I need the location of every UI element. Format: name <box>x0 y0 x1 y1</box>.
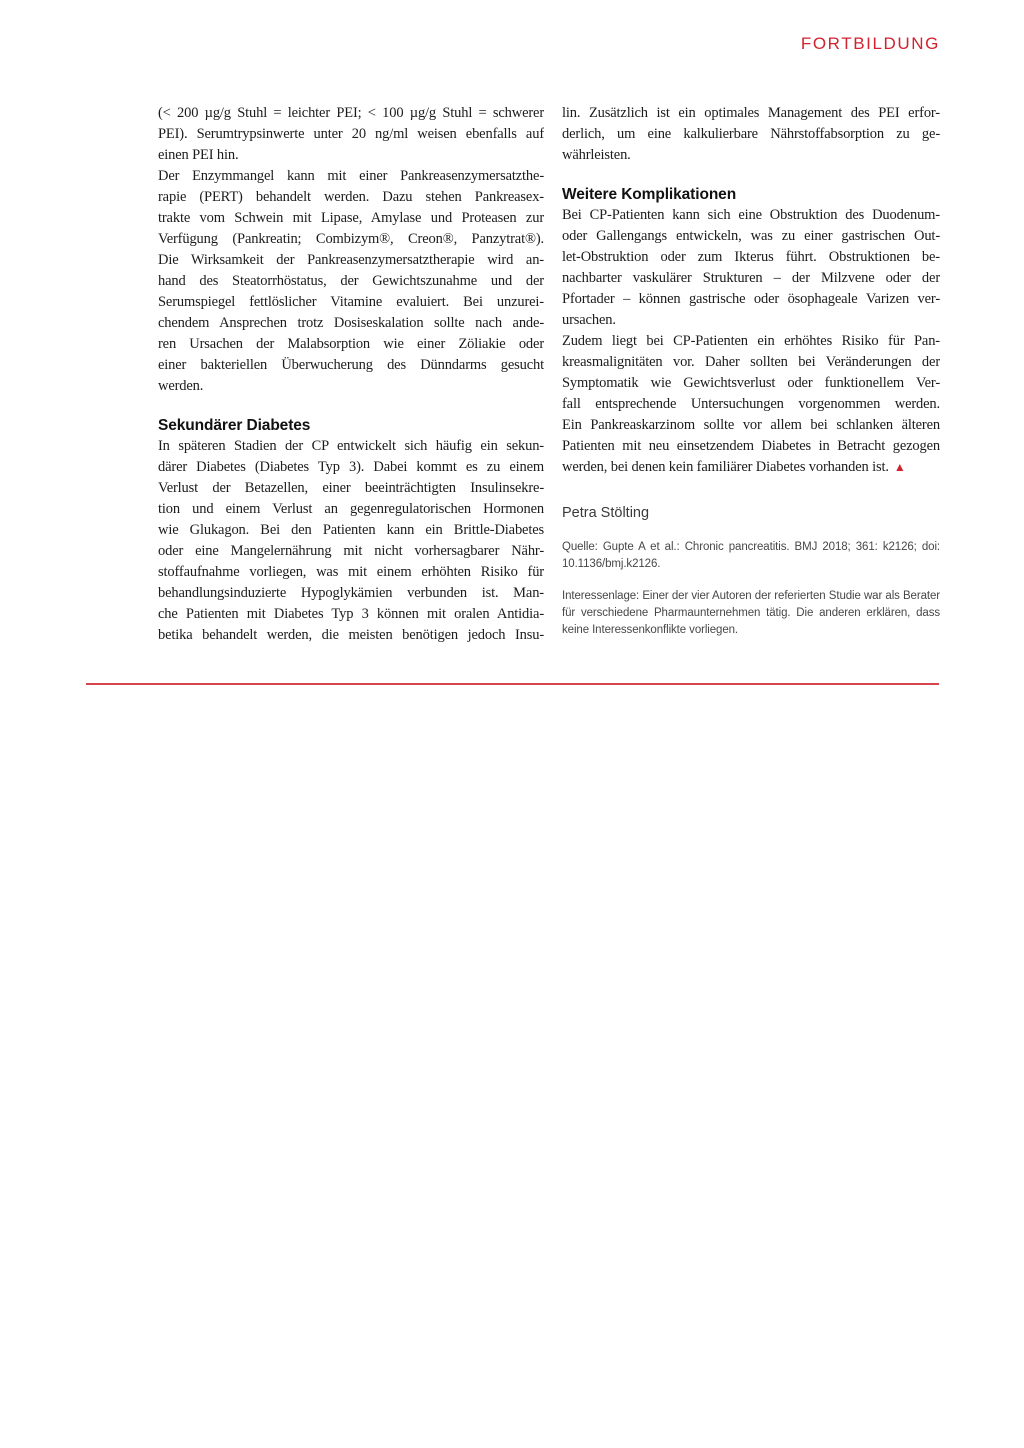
source-note: Quelle: Gupte A et al.: Chronic pancreatitis. BMJ 2018; 361: k2126; doi: 10.1136/bmj.k2126. <box>562 541 940 570</box>
text-line: wie Glukagon. Bei den Patienten kann ein Brittle-Diabetes <box>158 522 544 538</box>
text-line: kreasmalignitäten vor. Daher sollten bei Veränderungen der <box>562 354 940 370</box>
text-line: chendem Ansprechen trotz Dosiseskalation sollte nach ande- <box>158 315 544 331</box>
text-line: Verfügung (Pankreatin; Combizym®, Creon®, Panzytrat®). <box>158 231 544 247</box>
text-line: Pfortader – können gastrische oder ösophageale Varizen ver- <box>562 291 940 307</box>
text-line: Zudem liegt bei CP-Patienten ein erhöhtes Risiko für Pan- <box>562 333 940 349</box>
text-line: ren Ursachen der Malabsorption wie einer Zöliakie oder <box>158 336 544 352</box>
text-line: Ein Pankreaskarzinom sollte vor allem bei schlanken älteren <box>562 417 940 433</box>
text-line: In späteren Stadien der CP entwickelt sich häufig ein sekun- <box>158 438 544 454</box>
text-line: einer bakteriellen Überwucherung des Dünndarms gesucht <box>158 357 544 373</box>
text-line: tion und einem Verlust an gegenregulatorischen Hormonen <box>158 501 544 517</box>
text-line: PEI). Serumtrypsinwerte unter 20 ng/ml weisen ebenfalls auf <box>158 126 544 142</box>
text-line: oder eine Mangelernährung mit nicht vorhersagbarer Nähr- <box>158 543 544 559</box>
text-line: (< 200 µg/g Stuhl = leichter PEI; < 100 µg/g Stuhl = schwerer <box>158 105 544 121</box>
text-line: fall entsprechende Untersuchungen vorgenommen werden. <box>562 396 940 412</box>
text-line: Der Enzymmangel kann mit einer Pankreasenzymersatzthe- <box>158 168 544 184</box>
text-line: Serumspiegel fettlöslicher Vitamine evaluiert. Bei unzurei- <box>158 294 544 310</box>
text-line: hand des Steatorrhöstatus, der Gewichtszunahme und der <box>158 273 544 289</box>
footer-rule <box>86 683 939 685</box>
text-line: Patienten mit neu einsetzendem Diabetes in Betracht gezogen <box>562 438 940 454</box>
text-line: stoffaufnahme vorliegen, was mit einem erhöhten Risiko für <box>158 564 544 580</box>
text-line: let-Obstruktion oder zum Ikterus führt. Obstruktionen be- <box>562 249 940 265</box>
section-heading: Sekundärer Diabetes <box>158 417 311 434</box>
text-line: nachbarter vaskulärer Strukturen – der Milzvene oder der <box>562 270 940 286</box>
text-line: lin. Zusätzlich ist ein optimales Management des PEI erfor- <box>562 105 940 121</box>
text-line: ursachen. <box>562 312 616 328</box>
text-line: werden, bei denen kein familiärer Diabetes vorhanden ist. ▲ <box>562 459 906 475</box>
article-column-right <box>562 103 940 639</box>
author-name: Petra Stölting <box>562 505 650 521</box>
text-line: einen PEI hin. <box>158 147 239 163</box>
text-line: rapie (PERT) behandelt werden. Dazu stehen Pankreasex- <box>158 189 544 205</box>
text-line: Die Wirksamkeit der Pankreasenzymersatztherapie wird an- <box>158 252 544 268</box>
text-line: oder Gallengangs entwickeln, was zu einer gastrischen Out- <box>562 228 940 244</box>
text-line: Bei CP-Patienten kann sich eine Obstruktion des Duodenum- <box>562 207 940 223</box>
section-label: FORTBILDUNG <box>800 34 940 53</box>
text-line: trakte vom Schwein mit Lipase, Amylase und Proteasen zur <box>158 210 544 226</box>
text-line: werden. <box>158 378 204 394</box>
text-line: Symptomatik wie Gewichtsverlust oder funktionellem Ver- <box>562 375 940 391</box>
text-line: betika behandelt werden, die meisten benötigen jedoch Insu- <box>158 627 544 643</box>
text-line: därer Diabetes (Diabetes Typ 3). Dabei kommt es zu einem <box>158 459 544 475</box>
text-line: behandlungsinduzierte Hypoglykämien verbunden ist. Man- <box>158 585 544 601</box>
text-line: che Patienten mit Diabetes Typ 3 können mit oralen Antidia- <box>158 606 544 622</box>
disclosure-note: Interessenlage: Einer der vier Autoren der referierten Studie war als Berater für verschiedene Pharmaunternehmen tätig. Die anderen erklären, dass keine Interessenkonflikte vorliegen. <box>562 590 940 636</box>
article-end-triangle-icon: ▲ <box>893 460 906 474</box>
text-line: Verlust der Betazellen, einer beeinträchtigten Insulinsekre- <box>158 480 544 496</box>
text-line: derlich, um eine kalkulierbare Nährstoffabsorption zu ge- <box>562 126 940 142</box>
article-column-left <box>158 103 544 646</box>
section-heading: Weitere Komplikationen <box>562 186 737 203</box>
text-line: währleisten. <box>562 147 631 163</box>
